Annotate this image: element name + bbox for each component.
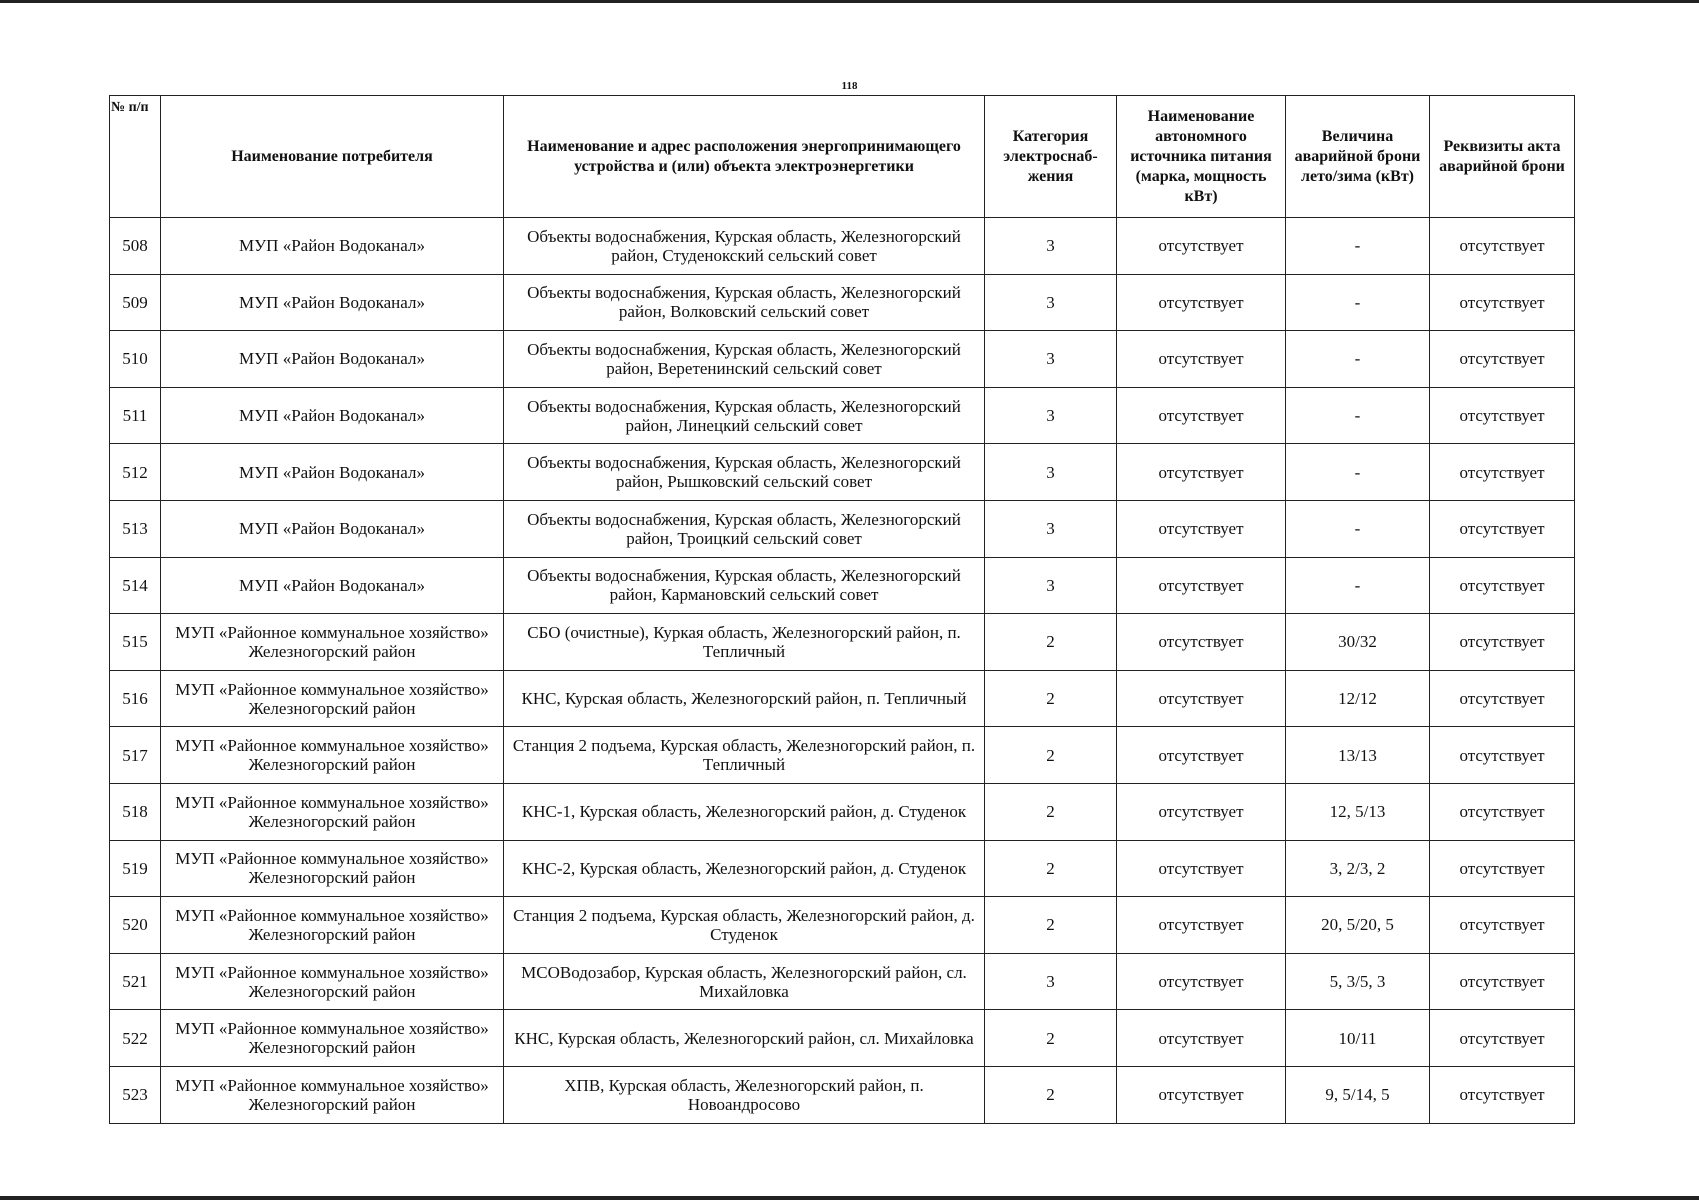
cell-reserve: 13/13: [1286, 727, 1430, 784]
cell-consumer: МУП «Район Водоканал»: [161, 218, 504, 275]
table-row: [110, 670, 1575, 727]
cell-consumer: МУП «Районное коммунальное хозяйство» Железногорский район: [161, 840, 504, 897]
cell-reserve: 12/12: [1286, 670, 1430, 727]
cell-act: отсутствует: [1430, 218, 1575, 275]
cell-category: 3: [985, 953, 1117, 1010]
table-row: [110, 783, 1575, 840]
cell-num: 508: [110, 218, 161, 275]
cell-object: СБО (очистные), Куркая область, Железногорский район, п. Тепличный: [504, 614, 985, 671]
cell-consumer: МУП «Район Водоканал»: [161, 557, 504, 614]
cell-num: 509: [110, 274, 161, 331]
cell-act: отсутствует: [1430, 614, 1575, 671]
cell-act: отсутствует: [1430, 897, 1575, 954]
cell-source: отсутствует: [1117, 953, 1286, 1010]
cell-consumer: МУП «Районное коммунальное хозяйство» Железногорский район: [161, 670, 504, 727]
cell-num: 514: [110, 557, 161, 614]
cell-act: отсутствует: [1430, 387, 1575, 444]
cell-reserve: -: [1286, 444, 1430, 501]
cell-reserve: 3, 2/3, 2: [1286, 840, 1430, 897]
cell-source: отсутствует: [1117, 274, 1286, 331]
cell-num: 513: [110, 500, 161, 557]
table-row: [110, 218, 1575, 275]
cell-source: отсутствует: [1117, 840, 1286, 897]
table-row: [110, 557, 1575, 614]
cell-object: ХПВ, Курская область, Железногорский район, п. Новоандросово: [504, 1066, 985, 1123]
cell-act: отсутствует: [1430, 331, 1575, 388]
cell-source: отсутствует: [1117, 670, 1286, 727]
table-row: [110, 500, 1575, 557]
cell-object: Объекты водоснабжения, Курская область, Железногорский район, Волковский сельский совет: [504, 274, 985, 331]
cell-source: отсутствует: [1117, 897, 1286, 954]
cell-category: 3: [985, 331, 1117, 388]
cell-act: отсутствует: [1430, 783, 1575, 840]
cell-reserve: 30/32: [1286, 614, 1430, 671]
header-num: № п/п: [110, 96, 161, 218]
cell-consumer: МУП «Районное коммунальное хозяйство» Железногорский район: [161, 727, 504, 784]
cell-act: отсутствует: [1430, 444, 1575, 501]
table-row: [110, 727, 1575, 784]
cell-object: Объекты водоснабжения, Курская область, Железногорский район, Веретенинский сельский совет: [504, 331, 985, 388]
cell-num: 515: [110, 614, 161, 671]
table-header-row: [110, 96, 1575, 218]
cell-num: 512: [110, 444, 161, 501]
cell-num: 510: [110, 331, 161, 388]
cell-category: 2: [985, 1010, 1117, 1067]
cell-source: отсутствует: [1117, 557, 1286, 614]
table-row: [110, 614, 1575, 671]
cell-consumer: МУП «Районное коммунальное хозяйство» Железногорский район: [161, 1066, 504, 1123]
cell-category: 3: [985, 274, 1117, 331]
table-row: [110, 953, 1575, 1010]
cell-object: Станция 2 подъема, Курская область, Железногорский район, п. Тепличный: [504, 727, 985, 784]
table-row: [110, 840, 1575, 897]
cell-category: 2: [985, 670, 1117, 727]
cell-object: Объекты водоснабжения, Курская область, Железногорский район, Студенокский сельский совет: [504, 218, 985, 275]
cell-consumer: МУП «Районное коммунальное хозяйство» Железногорский район: [161, 1010, 504, 1067]
cell-category: 3: [985, 557, 1117, 614]
cell-reserve: 5, 3/5, 3: [1286, 953, 1430, 1010]
header-source: Наименование автономного источника питания (марка, мощность кВт): [1117, 96, 1286, 218]
cell-num: 518: [110, 783, 161, 840]
cell-num: 522: [110, 1010, 161, 1067]
cell-category: 2: [985, 614, 1117, 671]
cell-consumer: МУП «Район Водоканал»: [161, 500, 504, 557]
cell-category: 2: [985, 897, 1117, 954]
cell-source: отсутствует: [1117, 614, 1286, 671]
cell-num: 520: [110, 897, 161, 954]
cell-category: 2: [985, 840, 1117, 897]
cell-act: отсутствует: [1430, 557, 1575, 614]
emergency-reserve-table: [109, 95, 1575, 1124]
cell-act: отсутствует: [1430, 727, 1575, 784]
cell-consumer: МУП «Районное коммунальное хозяйство» Железногорский район: [161, 897, 504, 954]
cell-act: отсутствует: [1430, 1066, 1575, 1123]
cell-consumer: МУП «Район Водоканал»: [161, 274, 504, 331]
cell-act: отсутствует: [1430, 1010, 1575, 1067]
table-row: [110, 1010, 1575, 1067]
header-act: Реквизиты акта аварийной брони: [1430, 96, 1575, 218]
cell-source: отсутствует: [1117, 1010, 1286, 1067]
cell-source: отсутствует: [1117, 444, 1286, 501]
cell-consumer: МУП «Районное коммунальное хозяйство» Железногорский район: [161, 783, 504, 840]
cell-source: отсутствует: [1117, 727, 1286, 784]
table-row: [110, 897, 1575, 954]
table-row: [110, 387, 1575, 444]
header-reserve: Величина аварийной брони лето/зима (кВт): [1286, 96, 1430, 218]
cell-object: КНС-2, Курская область, Железногорский район, д. Студенок: [504, 840, 985, 897]
cell-object: Объекты водоснабжения, Курская область, Железногорский район, Кармановский сельский совет: [504, 557, 985, 614]
cell-consumer: МУП «Район Водоканал»: [161, 444, 504, 501]
cell-category: 3: [985, 500, 1117, 557]
table-row: [110, 1066, 1575, 1123]
cell-source: отсутствует: [1117, 387, 1286, 444]
scan-border-top: [0, 0, 1699, 3]
cell-reserve: -: [1286, 387, 1430, 444]
cell-act: отсутствует: [1430, 953, 1575, 1010]
cell-source: отсутствует: [1117, 331, 1286, 388]
cell-source: отсутствует: [1117, 783, 1286, 840]
cell-category: 2: [985, 1066, 1117, 1123]
header-consumer: Наименование потребителя: [161, 96, 504, 218]
cell-consumer: МУП «Районное коммунальное хозяйство» Железногорский район: [161, 614, 504, 671]
cell-reserve: 12, 5/13: [1286, 783, 1430, 840]
cell-reserve: 20, 5/20, 5: [1286, 897, 1430, 954]
cell-num: 519: [110, 840, 161, 897]
cell-reserve: -: [1286, 274, 1430, 331]
cell-reserve: -: [1286, 218, 1430, 275]
cell-num: 523: [110, 1066, 161, 1123]
cell-num: 511: [110, 387, 161, 444]
cell-act: отсутствует: [1430, 840, 1575, 897]
cell-object: Объекты водоснабжения, Курская область, Железногорский район, Линецкий сельский совет: [504, 387, 985, 444]
header-object: Наименование и адрес расположения энергопринимающего устройства и (или) объекта электроэнергетики: [504, 96, 985, 218]
cell-reserve: -: [1286, 500, 1430, 557]
table-row: [110, 274, 1575, 331]
cell-act: отсутствует: [1430, 274, 1575, 331]
cell-object: КНС-1, Курская область, Железногорский район, д. Студенок: [504, 783, 985, 840]
cell-source: отсутствует: [1117, 1066, 1286, 1123]
cell-category: 2: [985, 783, 1117, 840]
cell-object: Объекты водоснабжения, Курская область, Железногорский район, Троицкий сельский совет: [504, 500, 985, 557]
cell-object: Станция 2 подъема, Курская область, Железногорский район, д. Студенок: [504, 897, 985, 954]
cell-category: 2: [985, 727, 1117, 784]
page-number: 118: [841, 80, 858, 92]
scan-border-bottom: [0, 1196, 1699, 1200]
cell-num: 517: [110, 727, 161, 784]
cell-consumer: МУП «Район Водоканал»: [161, 387, 504, 444]
cell-object: КНС, Курская область, Железногорский район, п. Тепличный: [504, 670, 985, 727]
cell-source: отсутствует: [1117, 500, 1286, 557]
cell-object: МСОВодозабор, Курская область, Железногорский район, сл. Михайловка: [504, 953, 985, 1010]
cell-act: отсутствует: [1430, 500, 1575, 557]
cell-object: Объекты водоснабжения, Курская область, Железногорский район, Рышковский сельский совет: [504, 444, 985, 501]
table-row: [110, 331, 1575, 388]
cell-category: 3: [985, 218, 1117, 275]
cell-category: 3: [985, 444, 1117, 501]
cell-act: отсутствует: [1430, 670, 1575, 727]
cell-consumer: МУП «Район Водоканал»: [161, 331, 504, 388]
table-row: [110, 444, 1575, 501]
cell-reserve: -: [1286, 557, 1430, 614]
cell-num: 521: [110, 953, 161, 1010]
cell-source: отсутствует: [1117, 218, 1286, 275]
cell-consumer: МУП «Районное коммунальное хозяйство» Железногорский район: [161, 953, 504, 1010]
cell-category: 3: [985, 387, 1117, 444]
cell-object: КНС, Курская область, Железногорский район, сл. Михайловка: [504, 1010, 985, 1067]
cell-reserve: 10/11: [1286, 1010, 1430, 1067]
header-category: Категория электроснаб-жения: [985, 96, 1117, 218]
cell-num: 516: [110, 670, 161, 727]
cell-reserve: 9, 5/14, 5: [1286, 1066, 1430, 1123]
cell-reserve: -: [1286, 331, 1430, 388]
